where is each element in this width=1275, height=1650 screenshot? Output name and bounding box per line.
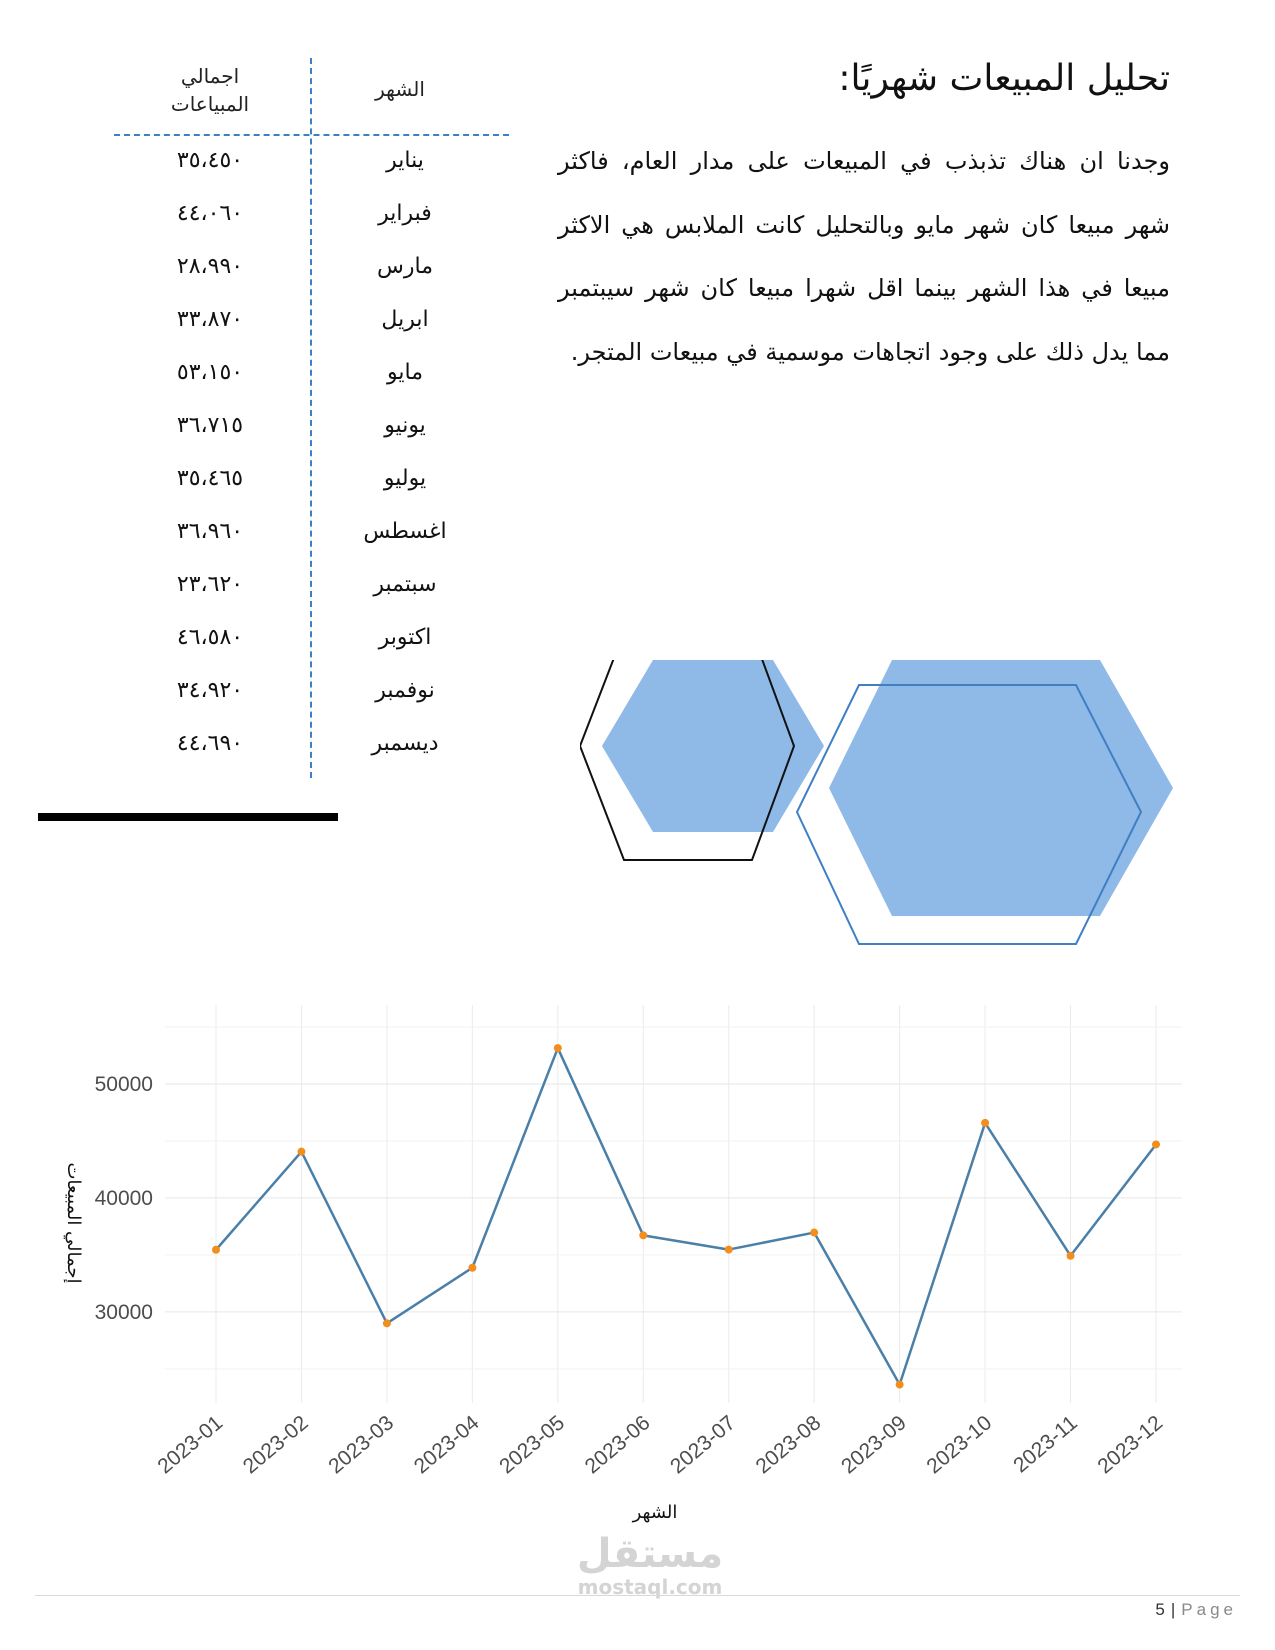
table-cell-month: اكتوبر <box>378 625 432 650</box>
watermark-latin: mostaql.com <box>577 1575 723 1599</box>
table-cell-total: ٣٣،٨٧٠ <box>176 307 244 332</box>
table-cell-month: يناير <box>386 148 424 173</box>
y-tick-label: 50000 <box>94 1072 153 1096</box>
x-tick-label: 2023-04 <box>409 1411 484 1479</box>
x-tick-label: 2023-05 <box>495 1411 570 1479</box>
mostaql-watermark <box>550 1532 750 1598</box>
data-point <box>297 1148 305 1156</box>
table-header-divider <box>114 134 509 136</box>
x-axis-ticks <box>153 1411 1167 1478</box>
black-divider-bar <box>38 813 338 821</box>
page-footer <box>1155 1600 1237 1620</box>
sales-line <box>216 1048 1156 1384</box>
chart-grid <box>165 1005 1182 1403</box>
x-tick-label: 2023-02 <box>238 1411 313 1479</box>
page-word: Page <box>1181 1600 1237 1619</box>
header-total-line2: المبياعات <box>170 92 250 116</box>
table-cell-month: ديسمبر <box>371 731 439 756</box>
table-cell-month: فبراير <box>378 201 432 226</box>
table-cell-month: يوليو <box>383 466 427 491</box>
table-cell-month: مايو <box>387 360 423 385</box>
watermark-arabic: مستقل <box>576 1531 724 1577</box>
header-month: الشهر <box>375 77 425 101</box>
table-cell-total: ٣٥،٤٦٥ <box>176 466 244 491</box>
footer-divider <box>35 1595 1240 1596</box>
data-point <box>981 1119 989 1127</box>
data-point <box>212 1246 220 1254</box>
x-tick-label: 2023-08 <box>751 1411 826 1479</box>
table-cell-total: ٣٦،٩٦٠ <box>176 519 244 544</box>
hex-fill-large <box>829 660 1173 916</box>
x-tick-label: 2023-10 <box>922 1411 997 1479</box>
table-cell-month: يونيو <box>384 413 426 438</box>
data-point <box>554 1044 562 1052</box>
data-point <box>468 1264 476 1272</box>
y-axis-ticks <box>95 1073 153 1324</box>
data-point <box>896 1381 904 1389</box>
table-cell-month: اغسطس <box>363 519 447 544</box>
table-cell-month: ابريل <box>381 307 429 332</box>
analysis-paragraph: وجدنا ان هناك تذبذب في المبيعات على مدار العام، فاكثر شهر مبيعا كان شهر مايو وبالتحليل كانت الملابس هي الاكثر مبيعا في هذا الشهر بينما اقل شهرا مبيعا كان شهر سيبتمبر مما يدل ذلك على وجود اتجاهات موسمية في مبيعات المتجر. <box>558 147 1170 366</box>
data-point <box>1152 1140 1160 1148</box>
table-cell-total: ٣٤،٩٢٠ <box>176 678 244 703</box>
table-cell-total: ٥٣،١٥٠ <box>176 360 244 385</box>
sales-series <box>212 1044 1160 1388</box>
y-tick-label: 30000 <box>94 1300 153 1324</box>
x-tick-label: 2023-11 <box>1009 1411 1082 1478</box>
page-separator: | <box>1170 1600 1176 1619</box>
data-point <box>810 1229 818 1237</box>
table-cell-month: نوفمبر <box>375 678 435 703</box>
x-tick-label: 2023-01 <box>153 1411 228 1479</box>
table-cell-total: ٣٦،٧١٥ <box>176 413 244 438</box>
y-tick-label: 40000 <box>94 1186 153 1210</box>
table-cell-total: ٢٣،٦٢٠ <box>176 572 244 597</box>
table-cell-total: ٤٤،٦٩٠ <box>176 731 244 756</box>
table-cell-total: ٤٦،٥٨٠ <box>176 625 244 650</box>
x-axis-label: الشهر <box>632 1502 678 1523</box>
x-tick-label: 2023-12 <box>1093 1411 1168 1479</box>
header-total-line1: اجمالي <box>180 64 240 88</box>
page-number: 5 <box>1155 1600 1165 1619</box>
monthly-sales-line-chart <box>30 1005 1210 1545</box>
decorative-hexagons <box>580 660 1180 990</box>
data-point <box>1067 1252 1075 1260</box>
table-cell-total: ٤٤،٠٦٠ <box>176 201 244 226</box>
table-cell-total: ٢٨،٩٩٠ <box>176 254 244 279</box>
x-tick-label: 2023-06 <box>580 1411 655 1479</box>
data-point <box>725 1246 733 1254</box>
x-tick-label: 2023-07 <box>666 1411 740 1479</box>
table-cell-total: ٣٥،٤٥٠ <box>176 148 244 173</box>
x-tick-label: 2023-03 <box>324 1411 399 1479</box>
table-cell-month: مارس <box>377 254 433 279</box>
data-point <box>639 1231 647 1239</box>
table-column-divider <box>310 58 312 778</box>
x-tick-label: 2023-09 <box>837 1411 911 1479</box>
y-axis-label: إجمالي المبيعات <box>63 1162 84 1284</box>
hex-fill-small <box>602 660 824 832</box>
header-total <box>140 62 280 118</box>
data-point <box>383 1319 391 1327</box>
table-cell-month: سبتمبر <box>373 572 437 597</box>
page-title: تحليل المبيعات شهريًا: <box>838 58 1170 99</box>
